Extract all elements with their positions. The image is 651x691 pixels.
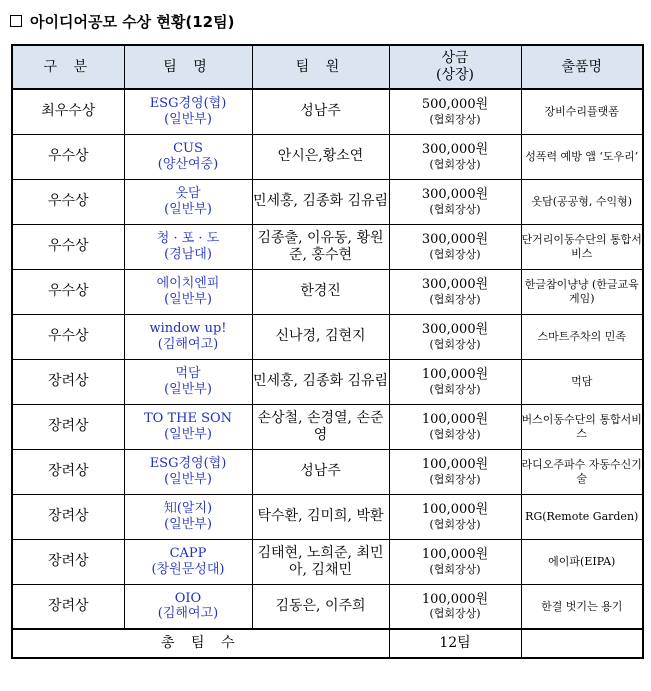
header-team-name: 팀 명 [124,45,252,89]
prize-amount: 100,000원 [421,502,489,518]
checkbox-square-icon [10,15,22,27]
team-name: TO THE SON [143,410,233,426]
product-cell: 에이파(EIPA) [521,539,643,584]
prize-amount: 300,000원 [421,277,489,293]
prize-note: (협회장상) [429,562,481,576]
prize-amount: 500,000원 [421,97,489,113]
team-name: 知(알지) [163,500,213,516]
prize-cell [389,449,521,494]
header-division: 구 분 [12,45,124,89]
prize-amount: 100,000원 [421,367,489,383]
prize-cell [389,404,521,449]
prize-cell [389,269,521,314]
team-name: 청 · 포 · 도 [156,230,220,246]
prize-note: (협회장상) [429,607,481,621]
team-name: OIO [174,590,202,606]
prize-note: (협회장상) [429,292,481,306]
team-affiliation: (양산여중) [157,156,219,172]
awards-table [11,44,644,659]
table-row [12,134,643,179]
prize-cell [389,224,521,269]
prize-note: (협회장상) [429,517,481,531]
prize-cell [389,584,521,629]
prize-note: (협회장상) [429,202,481,216]
document-title [10,8,234,34]
footer-label: 총 팀 수 [12,629,389,658]
members-cell: 김동은, 이주희 [252,584,389,629]
prize-note: (협회장상) [429,337,481,351]
team-affiliation: (김해여고) [157,336,219,352]
product-cell: RG(Remote Garden) [521,494,643,539]
prize-note: (협회장상) [429,382,481,396]
table-row [12,584,643,629]
award-cell: 장려상 [12,584,124,629]
team-cell [124,494,252,539]
product-cell: 라디오주파수 자동수신기술 [521,449,643,494]
award-cell: 최우수상 [12,89,124,134]
members-cell: 민세홍, 김종화 김유림 [252,359,389,404]
team-affiliation: (일반부) [164,291,212,307]
award-cell: 장려상 [12,404,124,449]
members-cell: 신나경, 김현지 [252,314,389,359]
prize-note: (협회장상) [429,247,481,261]
product-cell: 장비수리플랫폼 [521,89,643,134]
members-cell: 민세홍, 김종화 김유림 [252,179,389,224]
product-cell: 단거리이동수단의 통합서비스 [521,224,643,269]
team-name: ESG경영(협) [149,455,227,471]
prize-cell [389,314,521,359]
team-affiliation: (일반부) [164,471,212,487]
team-affiliation: (경남대) [164,246,212,262]
table-row [12,89,643,134]
award-cell: 우수상 [12,269,124,314]
prize-amount: 100,000원 [421,457,489,473]
table-row [12,359,643,404]
product-cell: 버스이동수단의 통합서비스 [521,404,643,449]
table-row [12,494,643,539]
team-cell [124,359,252,404]
members-cell: 탁수환, 김미희, 박환 [252,494,389,539]
prize-note: (협회장상) [429,112,481,126]
team-cell [124,134,252,179]
team-cell [124,584,252,629]
members-cell: 성남주 [252,449,389,494]
team-name: window up! [149,320,227,336]
award-cell: 우수상 [12,179,124,224]
award-cell: 장려상 [12,449,124,494]
prize-cell [389,359,521,404]
prize-cell [389,179,521,224]
members-cell: 성남주 [252,89,389,134]
header-members: 팀 원 [252,45,389,89]
award-cell: 우수상 [12,134,124,179]
team-name: 에이치엔피 [156,275,220,291]
table-row [12,404,643,449]
prize-cell [389,89,521,134]
team-cell [124,404,252,449]
team-cell [124,179,252,224]
footer-empty [521,629,643,658]
prize-cell [389,494,521,539]
team-cell [124,89,252,134]
table-row [12,224,643,269]
prize-amount: 300,000원 [421,187,489,203]
award-cell: 장려상 [12,359,124,404]
table-row [12,179,643,224]
team-name: 먹담 [175,365,201,381]
prize-cell [389,539,521,584]
product-cell: 옷담(공공형, 수익형) [521,179,643,224]
team-name: ESG경영(협) [149,96,227,112]
prize-note: (협회장상) [429,157,481,171]
members-cell: 손상철, 손경열, 손준영 [252,404,389,449]
team-affiliation: (김해여고) [157,606,219,622]
table-row [12,314,643,359]
footer-value: 12팀 [389,629,521,658]
prize-amount: 300,000원 [421,232,489,248]
header-row [12,45,643,89]
team-affiliation: (일반부) [164,111,212,127]
prize-amount: 100,000원 [421,591,489,607]
team-cell [124,449,252,494]
team-name: 옷담 [175,185,201,201]
team-cell [124,269,252,314]
product-cell: 성폭력 예방 앱 ‘도우리’ [521,134,643,179]
header-product: 출품명 [521,45,643,89]
prize-amount: 300,000원 [421,142,489,158]
prize-amount: 300,000원 [421,322,489,338]
team-affiliation: (창원문성대) [151,561,225,577]
team-cell [124,314,252,359]
members-cell: 김태현, 노희준, 최민아, 김채민 [252,539,389,584]
prize-amount: 100,000원 [421,412,489,428]
footer-row [12,629,643,658]
team-affiliation: (일반부) [164,426,212,442]
product-cell: 스마트주차의 민족 [521,314,643,359]
team-affiliation: (일반부) [164,516,212,532]
title-text: 아이디어공모 수상 현황(12팀) [30,12,235,31]
team-name: CAPP [169,545,207,561]
award-cell: 우수상 [12,224,124,269]
prize-amount: 100,000원 [421,547,489,563]
award-cell: 장려상 [12,494,124,539]
members-cell: 안시은,황소연 [252,134,389,179]
table-row [12,449,643,494]
award-cell: 장려상 [12,539,124,584]
members-cell: 김종출, 이유동, 황원준, 홍수현 [252,224,389,269]
prize-cell [389,134,521,179]
product-cell: 한결 벗기는 용기 [521,584,643,629]
product-cell: 먹담 [521,359,643,404]
award-cell: 우수상 [12,314,124,359]
header-prize: 상금 (상장) [389,45,521,89]
team-cell [124,224,252,269]
team-affiliation: (일반부) [164,201,212,217]
members-cell: 한경진 [252,269,389,314]
table-row [12,539,643,584]
team-affiliation: (일반부) [164,381,212,397]
team-cell [124,539,252,584]
table-row [12,269,643,314]
prize-note: (협회장상) [429,472,481,486]
team-name: CUS [173,140,203,156]
prize-note: (협회장상) [429,427,481,441]
product-cell: 한글참이냥냥 (한글교육게임) [521,269,643,314]
